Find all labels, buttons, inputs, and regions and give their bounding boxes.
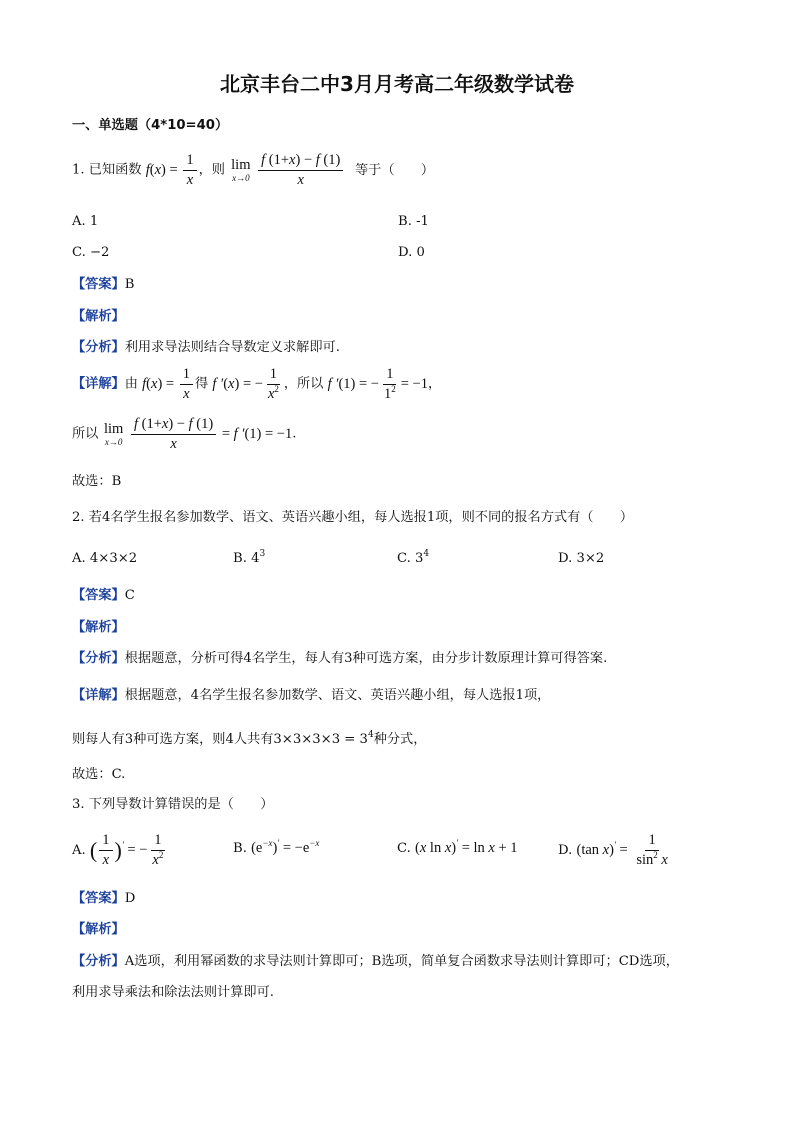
q3-analysis-label: 【解析】 [72, 922, 125, 937]
q1-fenxi: 【分析】利用求导法则结合导数定义求解即可. [72, 340, 340, 355]
q2-option-b: B. $4^3$ [233, 549, 266, 566]
q2-detail: 【详解】根据题意，4名学生报名参加数学、语文、英语兴趣小组，每人选报1项， [72, 688, 551, 703]
q1-analysis-label: 【解析】 [72, 309, 125, 324]
q2-stem: 2. 若4名学生报名参加数学、语文、英语兴趣小组，每人选报1项，则不同的报名方式有（ ） [72, 510, 634, 525]
q1-detail: 【详解】由 f(x) = $\frac{1}{x}$ 得 f ′(x) = − $\frac{1}{x^2}$ ，所以 f ′(1) = − $\frac{1}{1^2}$ = −1， [72, 366, 442, 402]
q3-stem: 3. 下列导数计算错误的是（ ） [72, 797, 274, 812]
page-title: 北京丰台二中3月月考高二年级数学试卷 [220, 72, 574, 96]
q1-option-c: C. −2 [72, 245, 110, 260]
q1-solution-line: 所以 lim x→0 $\frac{f (1+x) - f (1)}{x}$ = f ′(1) = −1. [72, 416, 297, 452]
q1-function: f(x) = $\frac{1}{x}$ [146, 162, 199, 178]
q2-option-a: A. 4×3×2 [72, 551, 138, 566]
q1-choose: 故选：B [72, 474, 122, 489]
section-heading: 一、单选题（4*10=40） [72, 118, 229, 133]
q2-detail-line2: 则每人有3种可选方案，则4人共有$3\times 3\times 3\times 3 = 3^4$种分式， [72, 730, 427, 747]
q1-answer: 【答案】B [72, 277, 135, 292]
q2-option-c: C. $3^4$ [397, 549, 430, 566]
q2-choose: 故选：C. [72, 767, 126, 782]
q1-option-d: D. 0 [398, 245, 425, 260]
q3-fenxi: 【分析】A选项，利用幂函数的求导法则计算即可；B选项，简单复合函数求导法则计算即可；CD选项， [72, 954, 679, 969]
q3-option-c: C. (x ln x)′ = ln x + 1 [397, 838, 518, 856]
q2-option-d: D. 3×2 [558, 551, 605, 566]
q2-analysis-label: 【解析】 [72, 620, 125, 635]
q1-number: 1. 已知函数 [72, 162, 142, 178]
q3-fenxi-line2: 利用求导乘法和除法法则计算即可. [72, 985, 275, 1000]
q1-limit: lim x→0 $\frac{f (1+x) - f (1)}{x}$ [229, 162, 349, 178]
q3-option-b: B. $(e^{-x})' = -e^{-x}$ [233, 838, 320, 856]
q3-option-d: D. (tan x)′ = $\frac{1}{\sin^2 x}$ [558, 832, 668, 868]
q3-option-a: A. ( $\frac{1}{x}$ )′ = − $\frac{1}{x^2}$ [72, 832, 164, 868]
q3-answer: 【答案】D [72, 891, 136, 906]
q1-stem: 1. 已知函数 f(x) = $\frac{1}{x}$ ，则 lim x→0 $\frac{f (1+x) - f (1)}{x}$ 等于（ ） [72, 152, 435, 188]
q1-option-a: A. 1 [72, 214, 99, 229]
q1-option-b: B. -1 [398, 214, 429, 229]
q2-answer: 【答案】C [72, 588, 135, 603]
q2-fenxi: 【分析】根据题意，分析可得4名学生，每人有3种可选方案，由分步计数原理计算可得答案. [72, 651, 608, 666]
